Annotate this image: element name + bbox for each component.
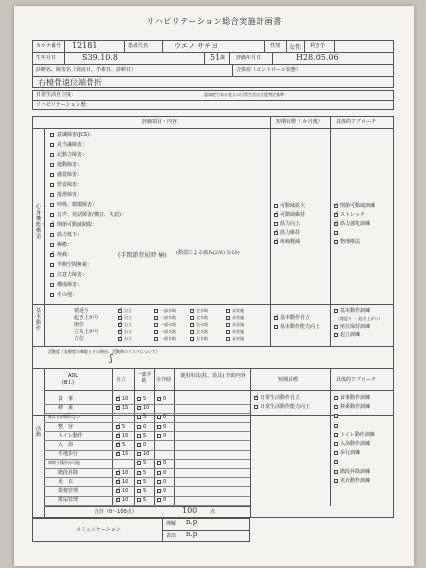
adl-score-checkbox[interactable] (137, 498, 141, 502)
basic-option-checkbox[interactable] (154, 316, 158, 320)
approach-header: 具体的アプローチ (336, 119, 377, 125)
basic-option-checkbox[interactable] (190, 316, 194, 320)
basic-option-label: 全介助 (196, 315, 208, 320)
adl-row-label: 階段昇降 (58, 469, 79, 476)
adl-score-value: 5 (122, 423, 126, 430)
age-unit: 歳 (220, 55, 226, 61)
goal-label: 筋力向上 (280, 221, 301, 227)
adl-row-label: トイレ動作 (58, 432, 83, 439)
function-item-checkbox[interactable] (50, 213, 54, 217)
adl-score-value: 0 (163, 423, 167, 430)
expression-value: n.p (186, 530, 198, 538)
sex-value: 女性 (289, 44, 302, 51)
activity-note: 活動度（安静度の制限とその理由、活動時のリスクについて） (48, 349, 160, 354)
adl-score-checkbox[interactable] (157, 498, 161, 502)
goal-label: 基本動作能力向上 (280, 324, 321, 330)
function-item-checkbox[interactable] (50, 223, 54, 227)
goal-label: 基本動作自立 (280, 315, 311, 321)
adl-score-value: 0 (163, 497, 167, 504)
approach-checkbox[interactable] (334, 433, 338, 437)
adl-score-checkbox[interactable] (116, 480, 120, 484)
eval-date-label: 評価年月日 (236, 55, 262, 61)
basic-option-checkbox[interactable] (226, 309, 230, 313)
adl-score-checkbox[interactable] (157, 489, 161, 493)
adl-goal-head: 短期目標 (278, 377, 299, 383)
function-side-label: 心身機能・構造 (36, 204, 47, 240)
basic-row-label: 起き上がり (74, 315, 100, 321)
function-item-label: 構成障害： (57, 282, 83, 288)
approach-checkbox[interactable] (334, 405, 338, 409)
adl-total-unit: 点 (210, 509, 216, 515)
adl-score-value: 0 (143, 442, 147, 448)
function-item-label: 関節可動域制限： (57, 222, 98, 228)
adl-score-checkbox[interactable] (116, 452, 120, 456)
adl-score-value: 5 (143, 488, 147, 494)
goal-label: 筋力維持 (280, 230, 301, 236)
basic-side-label: 基本動作 (36, 308, 42, 332)
adl-score-value: 5 (143, 396, 147, 402)
adl-score-value: 15 (122, 451, 129, 458)
adl-score-checkbox[interactable] (137, 489, 141, 493)
function-item-checkbox[interactable] (50, 163, 54, 167)
basic-option-label: 未実施 (232, 329, 244, 334)
adl-row-label: 整 容 (58, 423, 74, 430)
adl-approach-head: 具体的アプローチ (336, 377, 377, 383)
adl-score-checkbox[interactable] (116, 498, 120, 502)
understanding-value: n.p (186, 518, 198, 526)
adl-score-checkbox[interactable] (157, 425, 161, 429)
adl-bi-head: (B.I.) (62, 380, 74, 386)
adl-score-checkbox[interactable] (137, 471, 141, 475)
adl-row-label: 平地歩行 (58, 451, 79, 458)
adl-score-value: 0 (163, 414, 167, 421)
approach-checkbox[interactable] (334, 309, 338, 313)
function-item-checkbox[interactable] (50, 263, 54, 267)
adl-score-checkbox[interactable] (137, 406, 141, 410)
goal-checkbox[interactable] (274, 231, 278, 235)
age-value: 51 (210, 53, 221, 62)
function-item-label: 筋力低下： (57, 232, 83, 238)
function-item-label: 疼痛： (57, 252, 73, 258)
handedness-label: 利き手 (310, 43, 326, 49)
adl-score-value: 15 (122, 405, 129, 412)
function-item-checkbox[interactable] (50, 193, 54, 197)
approach-checkbox[interactable] (334, 470, 338, 474)
approach-checkbox[interactable] (334, 240, 338, 244)
function-item-checkbox[interactable] (50, 243, 54, 247)
function-item-checkbox[interactable] (50, 133, 54, 137)
goal-checkbox[interactable] (274, 222, 278, 226)
adl-score-value: 0 (163, 478, 167, 485)
adl-score-value: 0 (163, 460, 167, 467)
approach-label: 起立訓練 (340, 332, 361, 338)
adl-score-checkbox[interactable] (137, 415, 141, 419)
function-item-label: 運動障害： (57, 162, 83, 168)
approach-label: 筋力強化訓練 (340, 221, 371, 227)
approach-checkbox[interactable] (334, 424, 338, 428)
approach-label: 基本動作訓練 (340, 308, 371, 314)
adl-score-value: 0 (163, 432, 167, 439)
sex-label: 性別 (270, 43, 281, 49)
basic-option-label: 自立 (124, 315, 132, 320)
daily-life-label: 日常生活自立度： (36, 92, 77, 98)
basic-option-checkbox[interactable] (154, 330, 158, 334)
basic-option-checkbox[interactable] (154, 323, 158, 327)
adl-row-label: 座れるが移れない (48, 414, 80, 420)
adl-score-checkbox[interactable] (137, 443, 141, 447)
adl-score-checkbox[interactable] (137, 480, 141, 484)
adl-tools-head: 使用用具(杖、装具) 介助内容 (180, 373, 246, 379)
function-item-checkbox[interactable] (50, 283, 54, 287)
approach-label: トイレ動作訓練 (340, 431, 375, 438)
basic-option-label: 全介助 (196, 336, 208, 341)
complication-label: 合併症（コントロール状態） (236, 67, 301, 73)
adl-score-checkbox[interactable] (137, 434, 141, 438)
adl-score-value: 5 (122, 442, 126, 448)
goal-checkbox[interactable] (274, 213, 278, 217)
patient-name-label: 患者氏名 (128, 43, 149, 49)
approach-checkbox[interactable] (334, 204, 338, 208)
birthdate-label: 生年月日 (36, 55, 57, 61)
function-item-label: 見当識障害： (57, 142, 88, 148)
adl-score-value: 10 (122, 396, 129, 402)
basic-row-label: 座位 (74, 322, 85, 328)
adl-row-label: 更 衣 (58, 478, 74, 485)
diagnosis-value: 右橈骨遠位端骨折 (38, 78, 102, 87)
basic-option-label: 未実施 (232, 336, 244, 341)
eval-date-value: H28.05.06 (296, 53, 339, 62)
adl-score-checkbox[interactable] (137, 461, 141, 465)
goal-label: 日常生活動作自立 (260, 395, 301, 401)
function-item-note: (動揺による痛み(2/6) 3/10) (176, 250, 240, 256)
approach-label: 階段昇降訓練 (340, 468, 371, 475)
adl-score-checkbox[interactable] (116, 489, 120, 493)
short-goal-header: 短期目標（ か月後） (276, 119, 323, 125)
approach-label: 移乗動作訓練 (340, 404, 371, 411)
goal-label: 日常生活動作能力向上 (260, 404, 311, 410)
goal-label: 可動域維持 (280, 212, 306, 218)
basic-option-label: 自立 (124, 329, 132, 334)
expression-label: 表出 (166, 533, 177, 539)
basic-option-label: 一部介助 (160, 322, 176, 327)
adl-head: ADL (68, 373, 79, 379)
adl-score-checkbox[interactable] (157, 434, 161, 438)
communication-label: コミュニケーション (76, 527, 121, 533)
adl-total-value: 100 (182, 506, 198, 515)
adl-score-checkbox[interactable] (137, 425, 141, 429)
basic-row-label: 立ち上がり (74, 329, 100, 335)
adl-score-checkbox[interactable] (116, 397, 120, 401)
basic-option-label: 未実施 (232, 308, 244, 313)
goal-checkbox[interactable] (274, 240, 278, 244)
adl-score-checkbox[interactable] (157, 471, 161, 475)
approach-label: 座位保持訓練 (340, 324, 371, 330)
adl-score-value: 5 (143, 460, 147, 467)
rehab-history-label: リハビリテーション歴： (36, 102, 91, 108)
function-item-checkbox[interactable] (50, 233, 54, 237)
adl-score-checkbox[interactable] (137, 397, 141, 401)
adl-full-head: 全介助 (156, 377, 172, 383)
function-item-checkbox[interactable] (50, 293, 54, 297)
adl-score-checkbox[interactable] (116, 471, 120, 475)
approach-checkbox[interactable] (334, 231, 338, 235)
adl-score-checkbox[interactable] (157, 480, 161, 484)
adl-score-value: 10 (122, 488, 129, 494)
adl-score-value: 0 (163, 488, 167, 494)
function-item-label: 半側空間無視： (57, 262, 93, 268)
basic-option-label: 自立 (124, 308, 132, 313)
adl-score-checkbox[interactable] (157, 461, 161, 465)
approach-checkbox[interactable] (334, 213, 338, 217)
adl-indep-head: 自立 (116, 377, 127, 383)
adl-score-value: 10 (143, 405, 150, 412)
goal-label: 疼痛軽減 (280, 239, 301, 245)
basic-option-label: 全介助 (196, 322, 208, 327)
adl-row-label: 排便管理 (58, 488, 79, 494)
eval-items-header: 評価項目・内容 (142, 119, 178, 125)
function-item-checkbox[interactable] (50, 203, 54, 207)
diagnosis-label: 診断名、障害名（発症日、手術日、診断日） (36, 67, 137, 73)
basic-option-checkbox[interactable] (190, 337, 194, 341)
approach-checkbox[interactable] (334, 325, 338, 329)
adl-score-value: 5 (143, 469, 147, 476)
approach-checkbox[interactable] (334, 479, 338, 483)
adl-score-checkbox[interactable] (116, 434, 120, 438)
approach-checkbox[interactable] (334, 414, 338, 418)
approach-label: 関節可動域訓練 (340, 203, 376, 209)
adl-score-value: 10 (122, 478, 129, 485)
function-item-label: 褥瘡： (57, 242, 73, 248)
function-item-label: 呼吸、循環障害： (57, 202, 98, 208)
basic-option-label: 全介助 (196, 308, 208, 313)
basic-option-checkbox[interactable] (226, 323, 230, 327)
adl-score-value: 0 (143, 423, 147, 430)
goal-checkbox[interactable] (274, 316, 278, 320)
adl-score-value: 10 (122, 469, 129, 476)
approach-label: 食事動作訓練 (340, 395, 371, 401)
adl-row-label: 排尿管理 (58, 497, 79, 504)
function-item-note: (手関節背屈時 痛) (118, 252, 167, 259)
basic-option-label: 自立 (124, 322, 132, 327)
adl-score-value: 10 (122, 432, 129, 439)
approach-checkbox[interactable] (334, 333, 338, 337)
adl-score-value: 5 (143, 497, 147, 504)
basic-option-checkbox[interactable] (226, 330, 230, 334)
function-item-checkbox[interactable] (50, 183, 54, 187)
basic-option-label: 全介助 (196, 329, 208, 334)
chart-number-label: カルテ番号 (36, 43, 62, 49)
adl-partial-head: 一部介助 (136, 372, 152, 384)
basic-option-label: 一部介助 (160, 329, 176, 334)
basic-option-checkbox[interactable] (190, 330, 194, 334)
function-item-label: 排泄障害： (57, 192, 83, 198)
adl-row-label: 車椅子操作が可能 (48, 460, 80, 466)
basic-option-checkbox[interactable] (154, 309, 158, 313)
basic-option-label: 未実施 (232, 322, 244, 327)
basic-option-checkbox[interactable] (190, 323, 194, 327)
function-item-label: 意識障害(JCS)： (57, 132, 95, 138)
function-item-checkbox[interactable] (50, 253, 54, 257)
function-item-checkbox[interactable] (50, 143, 54, 147)
adl-score-checkbox[interactable] (157, 415, 161, 419)
basic-row-label: 立位 (74, 336, 85, 342)
approach-checkbox[interactable] (334, 460, 338, 464)
goal-checkbox[interactable] (254, 405, 258, 409)
adl-total-label: 合計（0～100点） (94, 509, 137, 515)
basic-row-label: 寝返り (74, 308, 90, 314)
basic-option-label: 自立 (124, 336, 132, 341)
function-item-label: 感覚障害： (57, 172, 83, 178)
goal-checkbox[interactable] (274, 325, 278, 329)
adl-score-value: 10 (143, 451, 150, 458)
basic-option-label: 未実施 (232, 315, 244, 320)
basic-option-checkbox[interactable] (226, 316, 230, 320)
adl-row-label: 入 浴 (58, 442, 74, 448)
adl-side-label: 活動 (36, 426, 42, 438)
basic-option-checkbox[interactable] (154, 337, 158, 341)
function-item-label: 記銘力障害： (57, 152, 88, 158)
birthdate-value: S39.10.8 (82, 53, 119, 62)
adl-score-checkbox[interactable] (116, 443, 120, 447)
approach-label: ストレッチ (340, 212, 365, 218)
basic-option-checkbox[interactable] (118, 337, 122, 341)
approach-label: 歩行訓練 (340, 450, 361, 457)
goal-checkbox[interactable] (254, 396, 258, 400)
adl-score-checkbox[interactable] (137, 452, 141, 456)
function-item-checkbox[interactable] (50, 173, 54, 177)
adl-score-checkbox[interactable] (116, 406, 120, 410)
adl-score-value: 5 (143, 432, 147, 439)
form-sheet (14, 6, 414, 566)
basic-option-label: 一部介助 (160, 336, 176, 341)
function-item-label: 注意力障害： (57, 272, 88, 278)
function-item-checkbox[interactable] (50, 153, 54, 157)
adl-row-label: 食 事 (58, 396, 74, 402)
chart-number-value: 12181 (72, 41, 98, 50)
basic-option-label: 一部介助 (160, 315, 176, 320)
goal-checkbox[interactable] (274, 204, 278, 208)
basic-option-checkbox[interactable] (190, 309, 194, 313)
adl-score-value: 0 (163, 396, 167, 402)
adl-score-checkbox[interactable] (157, 397, 161, 401)
adl-score-checkbox[interactable] (116, 425, 120, 429)
adl-score-value: 10 (122, 497, 129, 504)
form-title: リハビリテーション総合実施計画書 (146, 17, 282, 26)
patient-name-value: ウエノ サチヨ (174, 42, 219, 50)
approach-label: 入浴動作訓練 (340, 441, 371, 447)
function-item-label: 音声、発話障害(構音、失語)： (57, 212, 126, 218)
basic-option-checkbox[interactable] (226, 337, 230, 341)
activity-mark: ʃ (110, 354, 113, 364)
approach-checkbox[interactable] (334, 442, 338, 446)
function-item-label: その他： (57, 292, 78, 298)
dementia-label: 認知症である老人の日常生活自立度判定基準： (204, 92, 288, 97)
approach-label: 更衣動作訓練 (340, 477, 371, 484)
function-item-checkbox[interactable] (50, 273, 54, 277)
goal-label: 可動域拡大 (280, 203, 306, 209)
understanding-label: 理解 (166, 521, 177, 527)
adl-score-value: 5 (143, 478, 147, 485)
adl-score-value: 0 (163, 469, 167, 476)
adl-score-value: 5 (143, 414, 147, 421)
function-item-label: 摂食障害： (57, 182, 83, 188)
approach-checkbox[interactable] (334, 451, 338, 455)
approach-label: 物理療法 (340, 239, 361, 245)
approach-checkbox[interactable] (334, 222, 338, 226)
approach-checkbox[interactable] (334, 396, 338, 400)
approach-label: （寝返り ・ 起き上がり） (336, 316, 383, 321)
basic-option-label: 一部介助 (160, 308, 176, 313)
adl-row-label: 移 乗 (58, 405, 74, 412)
